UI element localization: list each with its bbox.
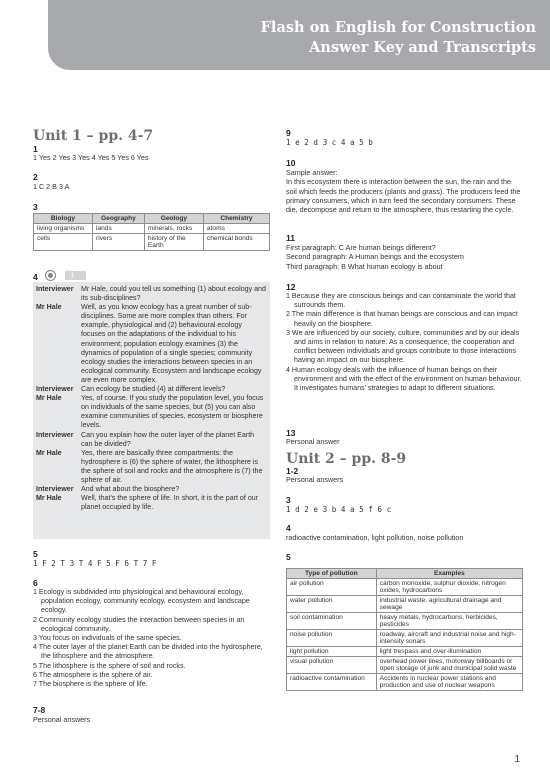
table-cell: heavy metals, hydrocarbons, herbicides, pesticides — [376, 613, 522, 630]
pollution-header: Examples — [376, 569, 522, 579]
table-cell: water pollution — [287, 596, 377, 613]
table-cell: light pollution — [287, 647, 377, 657]
ex2-number: 2 — [33, 172, 38, 182]
ex3-header: Geography — [93, 214, 145, 224]
u2-ex1-2-answer: Personal answers — [286, 475, 344, 484]
page-number: 1 — [514, 754, 520, 765]
ex6-number: 6 — [33, 578, 38, 588]
ex3-header-row — [34, 214, 270, 224]
ex13-answer: Personal answer — [286, 437, 340, 446]
table-cell: history of the Earth — [144, 234, 203, 251]
table-cell: cells — [34, 234, 93, 251]
ex10-number: 10 — [286, 158, 296, 168]
transcript-line: Interviewer And what about the biosphere? — [36, 485, 180, 494]
ex6-list — [33, 588, 270, 689]
list-item: 4 The outer layer of the planet Earth can be divided into the hydrosphere, the lithosphere and the atmosphere. — [33, 643, 263, 661]
u2-ex4-answer: radioactive contamination, light pollution, noise pollution — [286, 533, 464, 542]
u2-ex4-number: 4 — [286, 523, 291, 533]
audio-track-badge: 1 — [65, 271, 87, 280]
table-row — [287, 579, 523, 596]
table-cell: light trespass and over-illumination — [376, 647, 522, 657]
ex11-number: 11 — [286, 233, 295, 243]
pollution-header: Type of pollution — [287, 569, 377, 579]
ex11-line: Third paragraph: B What human ecology is about — [286, 261, 443, 271]
ex5-number: 5 — [33, 549, 38, 559]
ex12-list — [286, 292, 523, 393]
ex9-number: 9 — [286, 128, 291, 138]
table-cell: roadway, aircraft and industrial noise and high-intensity sonars — [376, 630, 522, 647]
ex3-number: 3 — [33, 202, 38, 212]
table-cell: lands — [93, 224, 145, 234]
ex10-answer — [286, 168, 523, 214]
ex11-line: Second paragraph: A Human beings and the ecosystem — [286, 252, 464, 262]
header-band — [48, 0, 550, 70]
ex1-number: 1 — [33, 144, 38, 154]
list-item: 7 The biosphere is the sphere of life. — [33, 680, 148, 689]
table-cell: Accidents in nuclear power stations and production and use of nuclear weapons — [376, 674, 522, 691]
table-row — [287, 647, 523, 657]
list-item: 3 You focus on individuals of the same species. — [33, 634, 182, 643]
pollution-header-row — [287, 569, 523, 579]
table-cell: chemical bonds — [203, 234, 269, 251]
table-cell: air pollution — [287, 579, 377, 596]
table-cell: atoms — [203, 224, 269, 234]
list-item: 1 Ecology is subdivided into physiological and behavioural ecology, population ecology, community ecology, ecosystem and landscape ecology. — [33, 588, 250, 615]
list-item: 5 The lithosphere is the sphere of soil and rocks. — [33, 661, 186, 670]
table-row — [287, 657, 523, 674]
ex3-table — [33, 213, 270, 251]
header-title: Flash on English for Construction — [260, 19, 536, 36]
transcript-line: Mr Hale Well, that's the sphere of life. In short, it is the part of our planet occupied by life. — [36, 494, 259, 512]
list-item: 1 Because they are conscious beings and can contaminate the world that surrounds them. — [286, 292, 516, 310]
table-cell: minerals, rocks — [144, 224, 203, 234]
list-item: 2 Community ecology studies the interaction between species in an ecological community. — [33, 615, 245, 633]
ex7-8-answer: Personal answers — [33, 715, 91, 724]
table-cell: rivers — [93, 234, 145, 251]
transcript-line: Mr Hale Well, as you know ecology has a great number of sub-disciplines. Some are more complex than others. For example, physiological and (2) behavioural ecology focuses on the adaptations of the individual to his environment; population ecology examines (3) the dynamics of population of a single species; community ecology studies the interactions between species in an ecological community. Ecosystem and landscape ecology are even more complex. — [36, 303, 262, 384]
ex9-answer: 1 e 2 d 3 c 4 a 5 b — [286, 138, 373, 147]
table-row — [287, 613, 523, 630]
pollution-table — [286, 568, 523, 691]
list-item: 6 The atmosphere is the sphere of air. — [33, 670, 153, 679]
transcript-panel — [33, 282, 270, 539]
ex1-answer: 1 Yes 2 Yes 3 Yes 4 Yes 5 Yes 6 Yes — [33, 153, 149, 162]
unit2-title: Unit 2 – pp. 8-9 — [286, 451, 407, 467]
ex13-number: 13 — [286, 428, 296, 438]
table-cell: radioactive contamination — [287, 674, 377, 691]
ex3-header: Biology — [34, 214, 93, 224]
transcript-line: Mr Hale Yes, there are basically three compartments: the hydrosphere is (6) the sphere of water, the lithosphere is the sphere of soil and rocks and the atmosphere is (7) the sphere of air. — [36, 448, 263, 484]
transcript-line: Interviewer Can ecology be studied (4) at different levels? — [36, 385, 226, 394]
ex11-line: First paragraph: C Are human beings different? — [286, 243, 436, 252]
u2-ex1-2-number: 1-2 — [286, 466, 299, 476]
table-cell: noise pollution — [287, 630, 377, 647]
ex5-answer: 1 F 2 T 3 T 4 F 5 F 6 T 7 F — [33, 559, 157, 568]
header-subtitle: Answer Key and Transcripts — [309, 39, 536, 56]
u2-ex5-number: 5 — [286, 552, 291, 562]
transcript-line: Mr Hale Yes, of course. If you study the population level, you focus on individuals of the same species, but (5) you can also examine communities of species, ecosystem or biosphere levels. — [36, 394, 264, 430]
ex12-number: 12 — [286, 282, 296, 292]
table-row — [34, 234, 270, 251]
audio-cd-icon[interactable] — [45, 270, 56, 281]
ex3-header: Geology — [144, 214, 203, 224]
transcript-line: Interviewer Mr Hale, could you tell us something (1) about ecology and its sub-disciplines? — [36, 285, 266, 303]
ex11-answer — [286, 243, 523, 271]
table-cell: living organisms — [34, 224, 93, 234]
u2-ex3-answer: 1 d 2 e 3 b 4 a 5 f 6 c — [286, 505, 392, 514]
ex10-text: In this ecosystem there is interaction between the sun, the rain and the soil which feeds the producers (plants and grass). The producers feed the primary consumers, which in turn feed the secondary consumers. These die, decompose and return to the atmosphere, thus restarting the cycle. — [286, 177, 521, 215]
list-item: 3 We are influenced by our society, culture, communities and by our ideals and aims in relation to nature. As a consequence, the cooperation and conflict between individuals and groups contribute to those interactions having an impact on our biosphere. — [286, 328, 520, 365]
table-cell: visual pollution — [287, 657, 377, 674]
table-row — [287, 674, 523, 691]
u2-ex3-number: 3 — [286, 495, 291, 505]
ex10-label: Sample answer: — [286, 168, 338, 177]
table-row — [287, 630, 523, 647]
table-cell: industrial waste, agricultural drainage and sewage — [376, 596, 522, 613]
unit1-title: Unit 1 – pp. 4-7 — [33, 128, 154, 144]
transcript-line: Interviewer Can you explain how the outer layer of the planet Earth can be divided? — [36, 430, 255, 448]
ex3-header: Chemistry — [203, 214, 269, 224]
table-row — [34, 224, 270, 234]
ex7-8-number: 7-8 — [33, 705, 46, 715]
list-item: 4 Human ecology deals with the influence of human beings on their environment and with the effect of the environment on human behaviour. It investigates humans' strategies to adapt to different situations. — [286, 365, 522, 393]
table-cell: carbon monoxide, sulphur dioxide, nitrogen oxides, hydrocarbons — [376, 579, 522, 596]
table-row — [287, 596, 523, 613]
table-cell: soil contamination — [287, 613, 377, 630]
ex2-answer: 1 C 2 B 3 A — [33, 182, 70, 191]
list-item: 2 The main difference is that human beings are conscious and can impact heavily on the biosphere. — [286, 310, 518, 328]
table-cell: overhead power lines, motorway billboards or open storage of junk and municipal solid waste — [376, 657, 522, 674]
ex4-number: 4 — [33, 272, 38, 282]
